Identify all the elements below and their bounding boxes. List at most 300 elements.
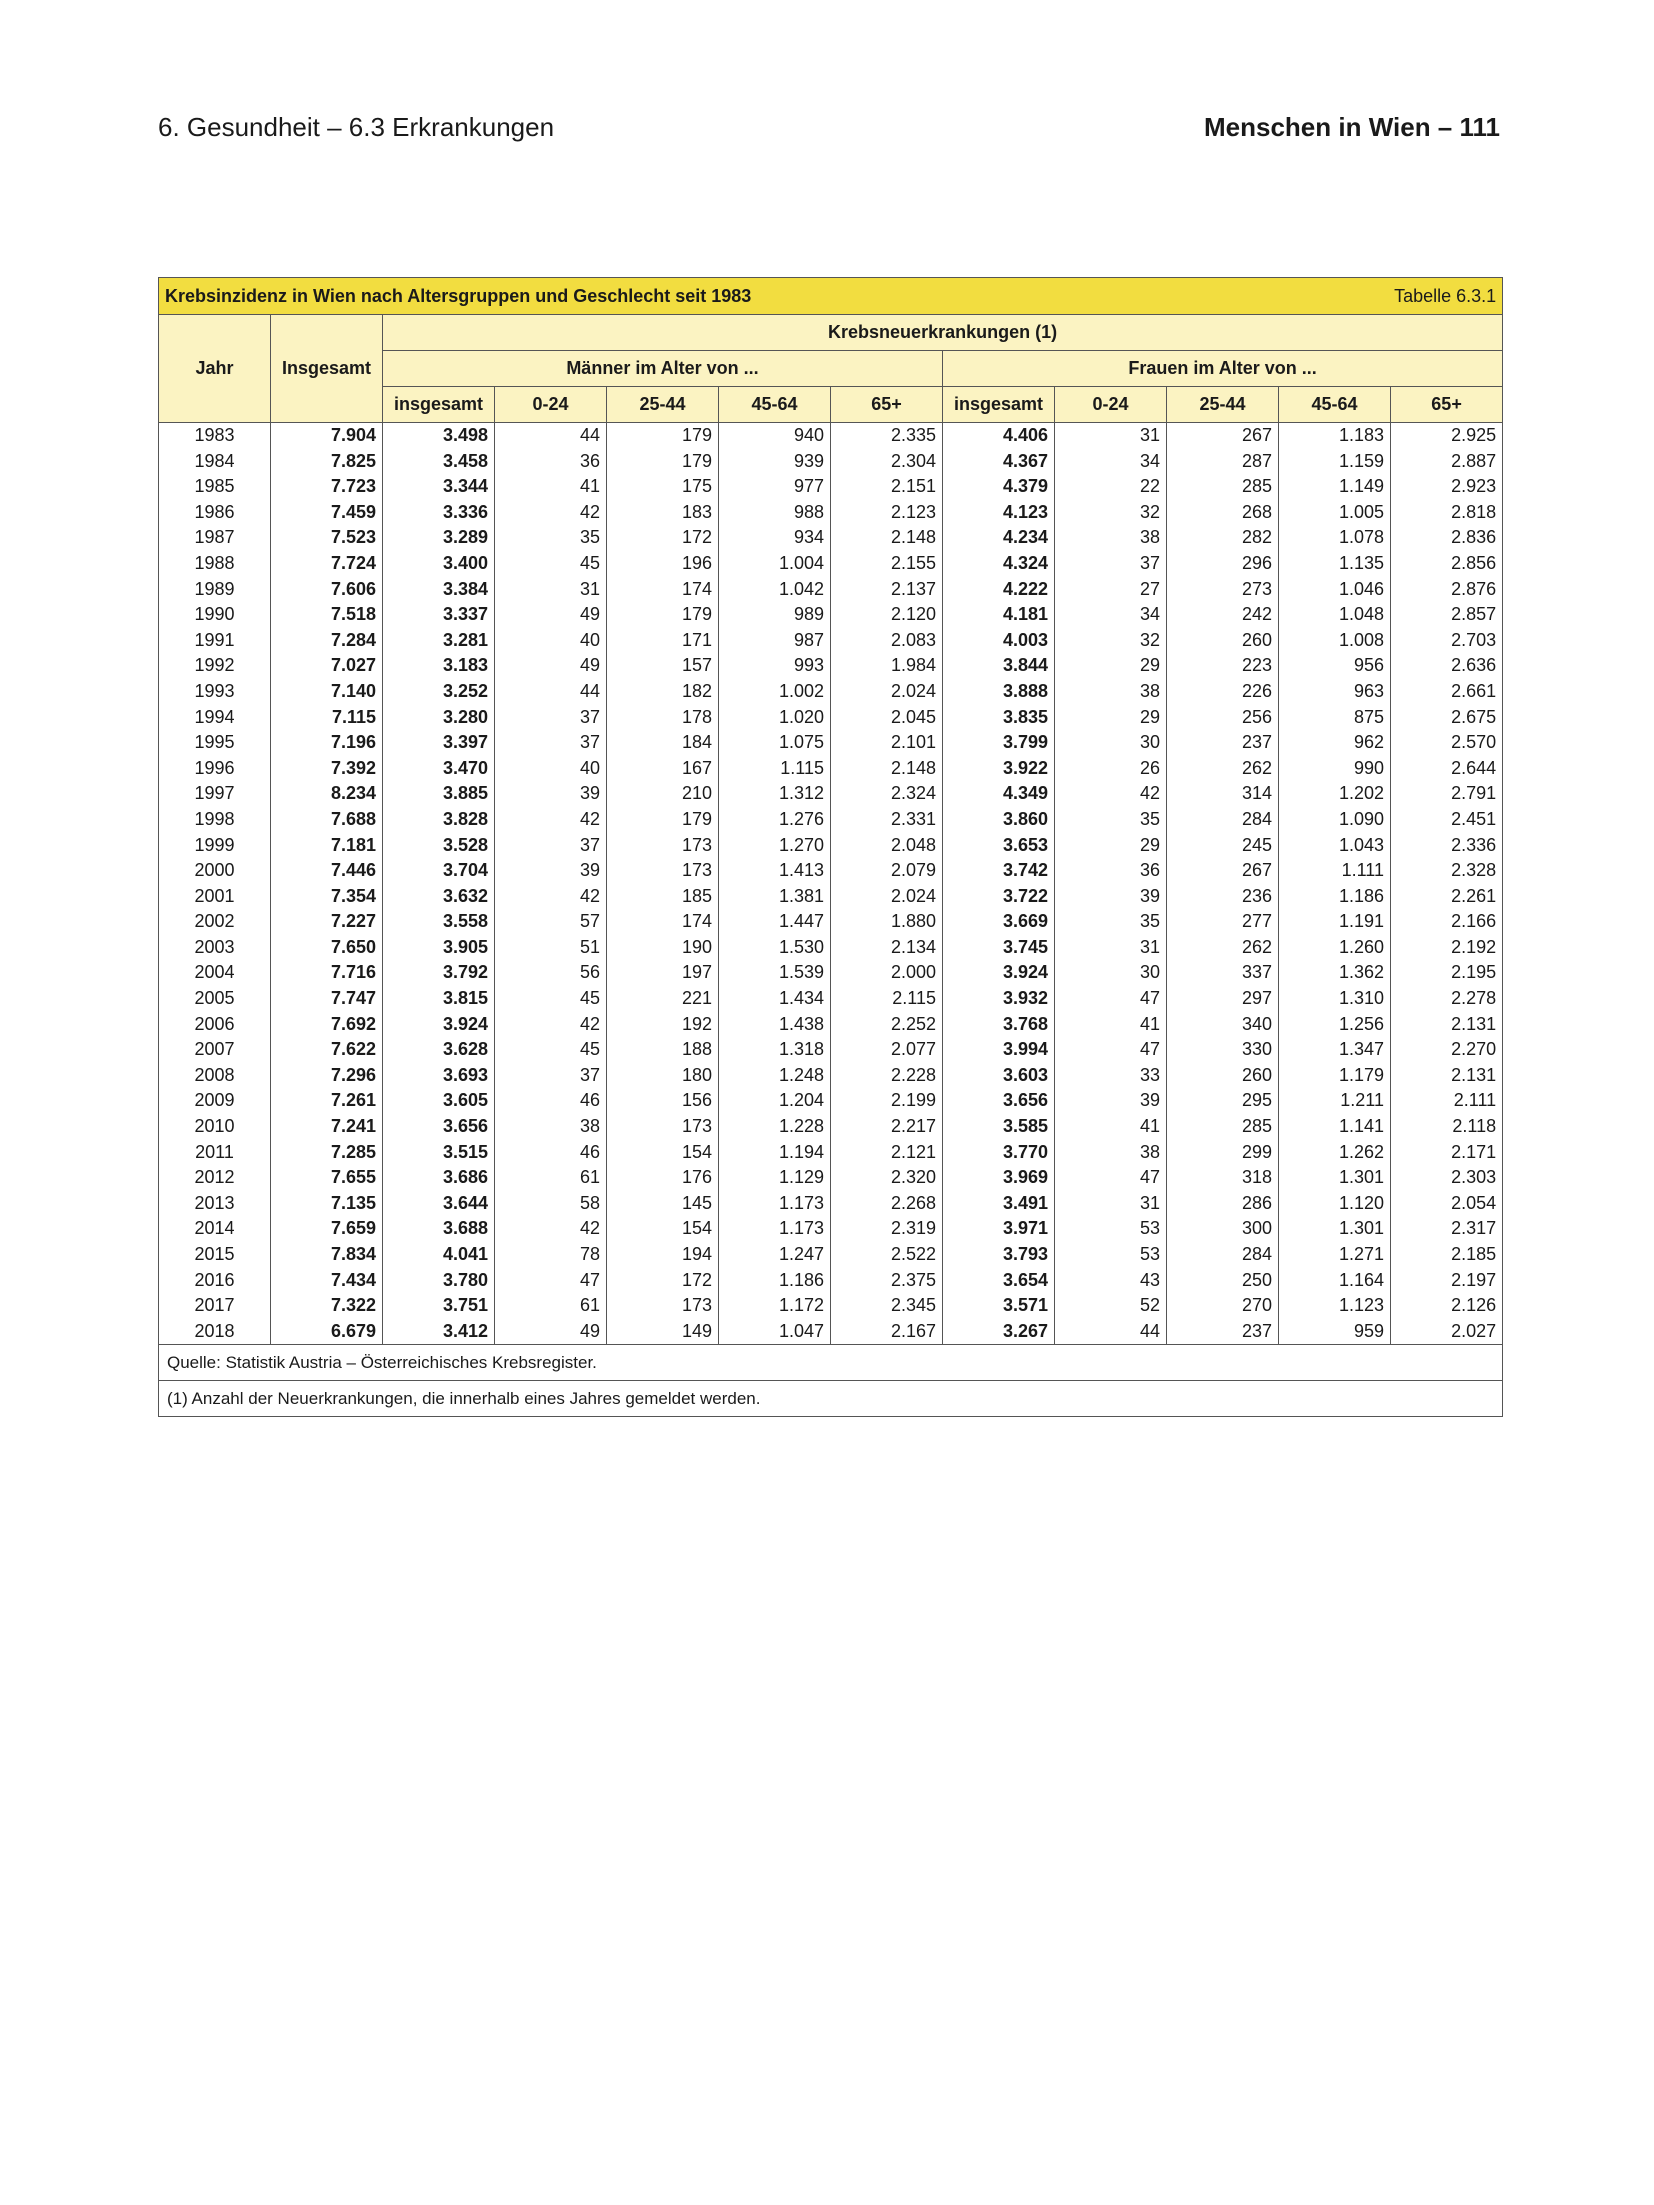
table-cell: 52 bbox=[1055, 1293, 1167, 1319]
table-cell: 284 bbox=[1167, 1242, 1279, 1268]
table-cell: 1.301 bbox=[1279, 1216, 1391, 1242]
table-cell: 29 bbox=[1055, 653, 1167, 679]
table-cell: 318 bbox=[1167, 1165, 1279, 1191]
table-cell: 2.118 bbox=[1391, 1114, 1503, 1140]
table-cell: 45 bbox=[495, 986, 607, 1012]
row-year: 1987 bbox=[159, 525, 271, 551]
table-cell: 173 bbox=[607, 1114, 719, 1140]
table-row bbox=[159, 807, 1503, 833]
table-cell: 940 bbox=[719, 423, 831, 449]
table-row bbox=[159, 1012, 1503, 1038]
table-cell: 174 bbox=[607, 577, 719, 603]
table-cell: 2.024 bbox=[831, 679, 943, 705]
table-row bbox=[159, 1319, 1503, 1345]
table-cell: 31 bbox=[1055, 935, 1167, 961]
row-year: 2009 bbox=[159, 1088, 271, 1114]
table-cell: 875 bbox=[1279, 705, 1391, 731]
table-cell: 2.228 bbox=[831, 1063, 943, 1089]
table-cell: 157 bbox=[607, 653, 719, 679]
table-cell: 1.447 bbox=[719, 909, 831, 935]
table-cell: 2.079 bbox=[831, 858, 943, 884]
table-cell: 1.191 bbox=[1279, 909, 1391, 935]
table-cell: 44 bbox=[495, 679, 607, 705]
table-cell: 3.860 bbox=[943, 807, 1055, 833]
table-cell: 1.262 bbox=[1279, 1140, 1391, 1166]
table-cell: 39 bbox=[495, 858, 607, 884]
table-cell: 3.885 bbox=[383, 781, 495, 807]
row-year: 2006 bbox=[159, 1012, 271, 1038]
table-cell: 41 bbox=[1055, 1114, 1167, 1140]
table-cell: 2.336 bbox=[1391, 833, 1503, 859]
table-cell: 4.349 bbox=[943, 781, 1055, 807]
table-cell: 7.140 bbox=[271, 679, 383, 705]
table-cell: 2.451 bbox=[1391, 807, 1503, 833]
table-cell: 43 bbox=[1055, 1268, 1167, 1294]
table-cell: 2.131 bbox=[1391, 1063, 1503, 1089]
table-cell: 42 bbox=[495, 807, 607, 833]
table-cell: 49 bbox=[495, 653, 607, 679]
table-cell: 270 bbox=[1167, 1293, 1279, 1319]
table-cell: 7.904 bbox=[271, 423, 383, 449]
table-cell: 2.261 bbox=[1391, 884, 1503, 910]
table-cell: 3.688 bbox=[383, 1216, 495, 1242]
table-cell: 42 bbox=[1055, 781, 1167, 807]
table-cell: 3.252 bbox=[383, 679, 495, 705]
table-body bbox=[159, 423, 1503, 1345]
table-cell: 3.400 bbox=[383, 551, 495, 577]
table-cell: 7.227 bbox=[271, 909, 383, 935]
table-cell: 1.135 bbox=[1279, 551, 1391, 577]
table-cell: 46 bbox=[495, 1140, 607, 1166]
table-cell: 987 bbox=[719, 628, 831, 654]
table-cell: 184 bbox=[607, 730, 719, 756]
table-row bbox=[159, 730, 1503, 756]
table-cell: 2.324 bbox=[831, 781, 943, 807]
table-cell: 956 bbox=[1279, 653, 1391, 679]
source-note: Quelle: Statistik Austria – Österreichisches Krebsregister. bbox=[159, 1345, 1503, 1381]
table-cell: 1.271 bbox=[1279, 1242, 1391, 1268]
table-cell: 4.379 bbox=[943, 474, 1055, 500]
header-men: Männer im Alter von ... bbox=[383, 351, 943, 387]
table-cell: 3.971 bbox=[943, 1216, 1055, 1242]
table-cell: 154 bbox=[607, 1216, 719, 1242]
table-cell: 1.984 bbox=[831, 653, 943, 679]
row-year: 1995 bbox=[159, 730, 271, 756]
table-cell: 42 bbox=[495, 884, 607, 910]
table-cell: 260 bbox=[1167, 628, 1279, 654]
row-year: 2003 bbox=[159, 935, 271, 961]
table-cell: 3.470 bbox=[383, 756, 495, 782]
table-cell: 277 bbox=[1167, 909, 1279, 935]
table-cell: 1.172 bbox=[719, 1293, 831, 1319]
table-cell: 167 bbox=[607, 756, 719, 782]
table-cell: 4.003 bbox=[943, 628, 1055, 654]
table-cell: 2.636 bbox=[1391, 653, 1503, 679]
row-year: 2011 bbox=[159, 1140, 271, 1166]
table-cell: 2.268 bbox=[831, 1191, 943, 1217]
table-cell: 39 bbox=[495, 781, 607, 807]
row-year: 2008 bbox=[159, 1063, 271, 1089]
table-cell: 3.888 bbox=[943, 679, 1055, 705]
header-women-65plus: 65+ bbox=[1391, 387, 1503, 423]
row-year: 1994 bbox=[159, 705, 271, 731]
table-cell: 1.129 bbox=[719, 1165, 831, 1191]
table-cell: 2.217 bbox=[831, 1114, 943, 1140]
table-cell: 174 bbox=[607, 909, 719, 935]
table-cell: 1.256 bbox=[1279, 1012, 1391, 1038]
table-caption bbox=[159, 278, 1503, 315]
table-cell: 29 bbox=[1055, 705, 1167, 731]
table-cell: 27 bbox=[1055, 577, 1167, 603]
table-cell: 7.688 bbox=[271, 807, 383, 833]
table-cell: 58 bbox=[495, 1191, 607, 1217]
table-cell: 41 bbox=[495, 474, 607, 500]
table-cell: 2.923 bbox=[1391, 474, 1503, 500]
table-cell: 7.716 bbox=[271, 960, 383, 986]
row-year: 1996 bbox=[159, 756, 271, 782]
table-cell: 42 bbox=[495, 1012, 607, 1038]
table-cell: 993 bbox=[719, 653, 831, 679]
table-cell: 1.347 bbox=[1279, 1037, 1391, 1063]
row-year: 1998 bbox=[159, 807, 271, 833]
table-cell: 1.005 bbox=[1279, 500, 1391, 526]
table-cell: 2.083 bbox=[831, 628, 943, 654]
table-cell: 7.285 bbox=[271, 1140, 383, 1166]
table-cell: 41 bbox=[1055, 1012, 1167, 1038]
table-cell: 1.530 bbox=[719, 935, 831, 961]
table-cell: 3.397 bbox=[383, 730, 495, 756]
table-cell: 3.704 bbox=[383, 858, 495, 884]
table-cell: 39 bbox=[1055, 1088, 1167, 1114]
table-cell: 2.111 bbox=[1391, 1088, 1503, 1114]
table-cell: 1.204 bbox=[719, 1088, 831, 1114]
table-cell: 38 bbox=[1055, 525, 1167, 551]
table-cell: 56 bbox=[495, 960, 607, 986]
table-cell: 3.628 bbox=[383, 1037, 495, 1063]
table-cell: 35 bbox=[495, 525, 607, 551]
table-cell: 1.090 bbox=[1279, 807, 1391, 833]
table-cell: 183 bbox=[607, 500, 719, 526]
table-cell: 2.197 bbox=[1391, 1268, 1503, 1294]
table-cell: 330 bbox=[1167, 1037, 1279, 1063]
table-cell: 1.434 bbox=[719, 986, 831, 1012]
table-cell: 1.115 bbox=[719, 756, 831, 782]
table-cell: 3.722 bbox=[943, 884, 1055, 910]
table-cell: 267 bbox=[1167, 423, 1279, 449]
table-cell: 1.047 bbox=[719, 1319, 831, 1345]
table-cell: 962 bbox=[1279, 730, 1391, 756]
table-cell: 3.515 bbox=[383, 1140, 495, 1166]
table-cell: 1.318 bbox=[719, 1037, 831, 1063]
header-total: Insgesamt bbox=[271, 315, 383, 423]
table-cell: 197 bbox=[607, 960, 719, 986]
table-cell: 156 bbox=[607, 1088, 719, 1114]
table-cell: 2.027 bbox=[1391, 1319, 1503, 1345]
table-cell: 38 bbox=[1055, 1140, 1167, 1166]
table-cell: 78 bbox=[495, 1242, 607, 1268]
table-row bbox=[159, 1242, 1503, 1268]
table-cell: 40 bbox=[495, 756, 607, 782]
table-cell: 7.115 bbox=[271, 705, 383, 731]
table-cell: 2.101 bbox=[831, 730, 943, 756]
table-cell: 3.932 bbox=[943, 986, 1055, 1012]
table-cell: 32 bbox=[1055, 500, 1167, 526]
table-cell: 6.679 bbox=[271, 1319, 383, 1345]
table-cell: 172 bbox=[607, 525, 719, 551]
table-cell: 180 bbox=[607, 1063, 719, 1089]
table-cell: 53 bbox=[1055, 1242, 1167, 1268]
table-cell: 61 bbox=[495, 1165, 607, 1191]
table-row bbox=[159, 986, 1503, 1012]
table-cell: 7.659 bbox=[271, 1216, 383, 1242]
table-cell: 179 bbox=[607, 423, 719, 449]
table-cell: 173 bbox=[607, 858, 719, 884]
table-cell: 2.148 bbox=[831, 756, 943, 782]
table-cell: 959 bbox=[1279, 1319, 1391, 1345]
table-cell: 3.585 bbox=[943, 1114, 1055, 1140]
table-cell: 179 bbox=[607, 602, 719, 628]
table-cell: 2.278 bbox=[1391, 986, 1503, 1012]
table-cell: 287 bbox=[1167, 449, 1279, 475]
table-cell: 284 bbox=[1167, 807, 1279, 833]
table-cell: 3.656 bbox=[943, 1088, 1055, 1114]
table-cell: 1.159 bbox=[1279, 449, 1391, 475]
table-row bbox=[159, 1114, 1503, 1140]
table-cell: 3.458 bbox=[383, 449, 495, 475]
table-cell: 3.183 bbox=[383, 653, 495, 679]
table-cell: 3.742 bbox=[943, 858, 1055, 884]
table-cell: 44 bbox=[1055, 1319, 1167, 1345]
table-row bbox=[159, 909, 1503, 935]
table-cell: 37 bbox=[1055, 551, 1167, 577]
table-cell: 1.270 bbox=[719, 833, 831, 859]
table-cell: 236 bbox=[1167, 884, 1279, 910]
table-cell: 2.570 bbox=[1391, 730, 1503, 756]
table-cell: 1.008 bbox=[1279, 628, 1391, 654]
table-row bbox=[159, 960, 1503, 986]
row-year: 1990 bbox=[159, 602, 271, 628]
table-cell: 3.693 bbox=[383, 1063, 495, 1089]
table-cell: 2.522 bbox=[831, 1242, 943, 1268]
table-cell: 3.922 bbox=[943, 756, 1055, 782]
cancer-incidence-table bbox=[158, 277, 1503, 1417]
table-cell: 299 bbox=[1167, 1140, 1279, 1166]
table-cell: 178 bbox=[607, 705, 719, 731]
table-cell: 2.925 bbox=[1391, 423, 1503, 449]
table-cell: 268 bbox=[1167, 500, 1279, 526]
table-cell: 2.252 bbox=[831, 1012, 943, 1038]
table-row bbox=[159, 705, 1503, 731]
table-cell: 267 bbox=[1167, 858, 1279, 884]
table-cell: 2.375 bbox=[831, 1268, 943, 1294]
table-cell: 7.692 bbox=[271, 1012, 383, 1038]
table-cell: 3.644 bbox=[383, 1191, 495, 1217]
table-row bbox=[159, 858, 1503, 884]
table-cell: 2.137 bbox=[831, 577, 943, 603]
table-cell: 30 bbox=[1055, 730, 1167, 756]
table-cell: 4.234 bbox=[943, 525, 1055, 551]
table-cell: 46 bbox=[495, 1088, 607, 1114]
table-cell: 196 bbox=[607, 551, 719, 577]
table-cell: 1.381 bbox=[719, 884, 831, 910]
table-cell: 37 bbox=[495, 833, 607, 859]
table-cell: 31 bbox=[495, 577, 607, 603]
table-cell: 4.406 bbox=[943, 423, 1055, 449]
table-cell: 3.498 bbox=[383, 423, 495, 449]
table-cell: 1.186 bbox=[1279, 884, 1391, 910]
table-cell: 7.196 bbox=[271, 730, 383, 756]
table-cell: 2.270 bbox=[1391, 1037, 1503, 1063]
table-cell: 7.446 bbox=[271, 858, 383, 884]
table-cell: 3.969 bbox=[943, 1165, 1055, 1191]
table-cell: 1.301 bbox=[1279, 1165, 1391, 1191]
table-title: Krebsinzidenz in Wien nach Altersgruppen und Geschlecht seit 1983 bbox=[165, 286, 752, 306]
table-cell: 2.331 bbox=[831, 807, 943, 833]
table-cell: 2.887 bbox=[1391, 449, 1503, 475]
row-year: 2007 bbox=[159, 1037, 271, 1063]
table-cell: 3.793 bbox=[943, 1242, 1055, 1268]
table-cell: 34 bbox=[1055, 602, 1167, 628]
table-cell: 4.222 bbox=[943, 577, 1055, 603]
row-year: 2017 bbox=[159, 1293, 271, 1319]
table-cell: 1.310 bbox=[1279, 986, 1391, 1012]
table-row bbox=[159, 1088, 1503, 1114]
table-cell: 47 bbox=[1055, 986, 1167, 1012]
table-cell: 1.312 bbox=[719, 781, 831, 807]
row-year: 1991 bbox=[159, 628, 271, 654]
table-row bbox=[159, 781, 1503, 807]
table-cell: 2.317 bbox=[1391, 1216, 1503, 1242]
table-cell: 1.078 bbox=[1279, 525, 1391, 551]
table-cell: 61 bbox=[495, 1293, 607, 1319]
table-cell: 1.183 bbox=[1279, 423, 1391, 449]
table-cell: 182 bbox=[607, 679, 719, 705]
table-cell: 2.644 bbox=[1391, 756, 1503, 782]
row-year: 2002 bbox=[159, 909, 271, 935]
table-cell: 3.280 bbox=[383, 705, 495, 731]
table-cell: 4.181 bbox=[943, 602, 1055, 628]
table-cell: 3.571 bbox=[943, 1293, 1055, 1319]
table-cell: 190 bbox=[607, 935, 719, 961]
table-cell: 1.120 bbox=[1279, 1191, 1391, 1217]
table-cell: 2.836 bbox=[1391, 525, 1503, 551]
footnote: (1) Anzahl der Neuerkrankungen, die innerhalb eines Jahres gemeldet werden. bbox=[159, 1381, 1503, 1417]
table-row bbox=[159, 551, 1503, 577]
table-cell: 1.260 bbox=[1279, 935, 1391, 961]
table-container bbox=[158, 277, 1500, 1417]
table-cell: 2.675 bbox=[1391, 705, 1503, 731]
table-cell: 45 bbox=[495, 551, 607, 577]
table-cell: 2.131 bbox=[1391, 1012, 1503, 1038]
table-cell: 3.835 bbox=[943, 705, 1055, 731]
table-cell: 49 bbox=[495, 1319, 607, 1345]
table-cell: 2.192 bbox=[1391, 935, 1503, 961]
table-cell: 7.723 bbox=[271, 474, 383, 500]
table-cell: 1.164 bbox=[1279, 1268, 1391, 1294]
table-cell: 32 bbox=[1055, 628, 1167, 654]
table-cell: 963 bbox=[1279, 679, 1391, 705]
row-year: 1986 bbox=[159, 500, 271, 526]
table-cell: 2.167 bbox=[831, 1319, 943, 1345]
table-cell: 3.656 bbox=[383, 1114, 495, 1140]
table-cell: 2.166 bbox=[1391, 909, 1503, 935]
table-cell: 1.173 bbox=[719, 1216, 831, 1242]
table-cell: 237 bbox=[1167, 730, 1279, 756]
table-cell: 7.322 bbox=[271, 1293, 383, 1319]
header-year: Jahr bbox=[159, 315, 271, 423]
table-cell: 977 bbox=[719, 474, 831, 500]
table-cell: 988 bbox=[719, 500, 831, 526]
table-cell: 989 bbox=[719, 602, 831, 628]
table-cell: 3.336 bbox=[383, 500, 495, 526]
table-cell: 2.123 bbox=[831, 500, 943, 526]
table-cell: 3.412 bbox=[383, 1319, 495, 1345]
table-cell: 7.241 bbox=[271, 1114, 383, 1140]
table-cell: 44 bbox=[495, 423, 607, 449]
table-cell: 237 bbox=[1167, 1319, 1279, 1345]
table-cell: 2.048 bbox=[831, 833, 943, 859]
table-cell: 1.042 bbox=[719, 577, 831, 603]
table-cell: 172 bbox=[607, 1268, 719, 1294]
table-cell: 2.120 bbox=[831, 602, 943, 628]
row-year: 1993 bbox=[159, 679, 271, 705]
table-cell: 1.880 bbox=[831, 909, 943, 935]
table-cell: 297 bbox=[1167, 986, 1279, 1012]
table-cell: 4.123 bbox=[943, 500, 1055, 526]
row-year: 1989 bbox=[159, 577, 271, 603]
table-cell: 1.004 bbox=[719, 551, 831, 577]
table-cell: 3.905 bbox=[383, 935, 495, 961]
table-cell: 2.195 bbox=[1391, 960, 1503, 986]
table-cell: 223 bbox=[1167, 653, 1279, 679]
table-cell: 7.434 bbox=[271, 1268, 383, 1294]
table-cell: 1.228 bbox=[719, 1114, 831, 1140]
table-cell: 3.289 bbox=[383, 525, 495, 551]
header-women-25-44: 25-44 bbox=[1167, 387, 1279, 423]
row-year: 1992 bbox=[159, 653, 271, 679]
table-cell: 2.791 bbox=[1391, 781, 1503, 807]
table-cell: 4.367 bbox=[943, 449, 1055, 475]
table-cell: 221 bbox=[607, 986, 719, 1012]
table-row bbox=[159, 602, 1503, 628]
table-cell: 3.924 bbox=[943, 960, 1055, 986]
table-cell: 2.320 bbox=[831, 1165, 943, 1191]
table-cell: 7.606 bbox=[271, 577, 383, 603]
table-cell: 51 bbox=[495, 935, 607, 961]
table-cell: 3.528 bbox=[383, 833, 495, 859]
header-women-total: insgesamt bbox=[943, 387, 1055, 423]
table-cell: 7.655 bbox=[271, 1165, 383, 1191]
header-women-0-24: 0-24 bbox=[1055, 387, 1167, 423]
row-year: 2012 bbox=[159, 1165, 271, 1191]
table-cell: 3.751 bbox=[383, 1293, 495, 1319]
table-cell: 7.747 bbox=[271, 986, 383, 1012]
row-year: 2010 bbox=[159, 1114, 271, 1140]
table-row bbox=[159, 423, 1503, 449]
table-cell: 1.248 bbox=[719, 1063, 831, 1089]
table-cell: 42 bbox=[495, 1216, 607, 1242]
header-women: Frauen im Alter von ... bbox=[943, 351, 1503, 387]
table-cell: 7.354 bbox=[271, 884, 383, 910]
table-cell: 260 bbox=[1167, 1063, 1279, 1089]
table-cell: 939 bbox=[719, 449, 831, 475]
table-row bbox=[159, 1268, 1503, 1294]
table-row bbox=[159, 1063, 1503, 1089]
header-men-65plus: 65+ bbox=[831, 387, 943, 423]
table-cell: 1.173 bbox=[719, 1191, 831, 1217]
table-cell: 3.780 bbox=[383, 1268, 495, 1294]
table-cell: 179 bbox=[607, 807, 719, 833]
